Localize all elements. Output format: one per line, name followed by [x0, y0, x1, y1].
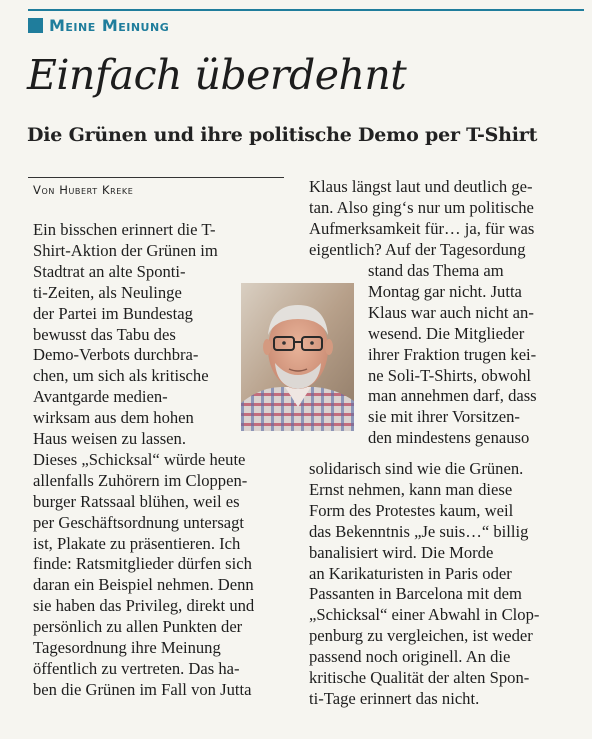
- body-text-line: Montag gar nicht. Jutta: [368, 281, 522, 301]
- body-text-line: Ernst nehmen, kann man diese: [309, 479, 513, 499]
- body-text-line: „Schicksal“ einer Abwahl in Clop-: [309, 605, 540, 625]
- body-text-line: Ein bisschen erinnert die T-: [33, 220, 216, 239]
- body-text-line: Avantgarde medien-: [33, 387, 168, 407]
- article-byline: Von Hubert Kreke: [33, 183, 134, 197]
- body-text-line: kritische Qualität der alten Spon-: [309, 668, 530, 687]
- body-text-line: Passanten in Barcelona mit dem: [309, 584, 522, 604]
- byline-rule: [28, 177, 284, 178]
- body-text-line: persönlich zu allen Punkten der: [33, 617, 243, 637]
- body-text-line: Dieses „Schicksal“ würde heute: [33, 449, 246, 469]
- body-text-line: öffentlich zu vertreten. Das ha-: [33, 658, 240, 678]
- body-text-line: ihrer Fraktion trugen kei-: [368, 344, 537, 364]
- body-text-line: Klaus längst laut und deutlich ge-: [309, 177, 533, 196]
- body-text-line: passend noch originell. An die: [309, 647, 511, 667]
- body-text-line: ti-Zeiten, als Neulinge: [33, 282, 182, 302]
- body-text-line: finde: Ratsmitglieder dürfen sich: [33, 554, 252, 574]
- body-text-line: daran ein Beispiel nehmen. Denn: [33, 575, 254, 595]
- section-label: Meine Meinung: [49, 16, 170, 35]
- body-text-line: bewusst das Tabu des: [33, 324, 176, 344]
- body-text-line: den mindestens genauso: [368, 428, 530, 448]
- body-text-line: Demo-Verbots durchbra-: [33, 345, 199, 365]
- article-headline: Einfach überdehnt: [27, 51, 407, 99]
- body-text-line: chen, um sich als kritische: [33, 366, 209, 386]
- body-text-line: per Geschäftsordnung untersagt: [33, 512, 245, 532]
- body-text-line: wesend. Die Mitglieder: [368, 323, 525, 343]
- body-text-line: das Bekenntnis „Je suis…“ billig: [309, 521, 529, 541]
- section-kicker: [28, 16, 169, 35]
- author-portrait-image: [241, 283, 354, 431]
- body-text-line: sie haben das Privileg, direkt und: [33, 596, 255, 616]
- body-text-line: Shirt-Aktion der Grünen im: [33, 240, 218, 260]
- body-text-line: sie mit ihrer Vorsitzen-: [368, 407, 520, 427]
- body-text-line: Haus weisen zu lassen.: [33, 429, 186, 448]
- article-subheadline: Die Grünen und ihre politische Demo per T-Shirt: [27, 124, 538, 146]
- body-text-line: ist, Plakate zu präsentieren. Ich: [33, 533, 241, 553]
- body-text-line: banalisiert wird. Die Morde: [309, 542, 494, 562]
- body-text-line: man annehmen darf, dass: [368, 386, 537, 406]
- section-square-icon: [28, 18, 43, 33]
- body-text-line: Aufmerksamkeit für… ja, für was: [309, 218, 535, 238]
- body-text-line: Tagesordnung ihre Meinung: [33, 638, 221, 657]
- body-text-line: wirksam aus dem hohen: [33, 408, 194, 428]
- body-text-line: eigentlich? Auf der Tagesordung: [309, 239, 526, 259]
- body-text-line: allenfalls Zuhörern im Cloppen-: [33, 470, 248, 490]
- body-text-line: solidarisch sind wie die Grünen.: [309, 459, 524, 478]
- body-text-line: Klaus war auch nicht an-: [368, 302, 534, 322]
- author-photo: [241, 283, 354, 431]
- body-text-line: der Partei im Bundestag: [33, 303, 193, 323]
- body-text-line: Form des Protestes kaum, weil: [309, 500, 514, 520]
- body-text-line: ti-Tage erinnert das nicht.: [309, 688, 480, 708]
- body-text-line: ne Soli-T-Shirts, obwohl: [368, 365, 532, 385]
- body-text-line: burger Ratssaal blühen, weil es: [33, 491, 240, 511]
- body-text-line: Stadtrat an alte Sponti-: [33, 261, 186, 281]
- body-text-line: an Karikaturisten in Paris oder: [309, 563, 512, 583]
- section-top-rule: [28, 9, 584, 11]
- body-text-line: penburg zu vergleichen, ist weder: [309, 626, 533, 646]
- body-text-line: tan. Also ging‘s nur um politische: [309, 197, 534, 217]
- body-text-line: stand das Thema am: [368, 261, 504, 280]
- body-text-line: ben die Grünen im Fall von Jutta: [33, 679, 252, 699]
